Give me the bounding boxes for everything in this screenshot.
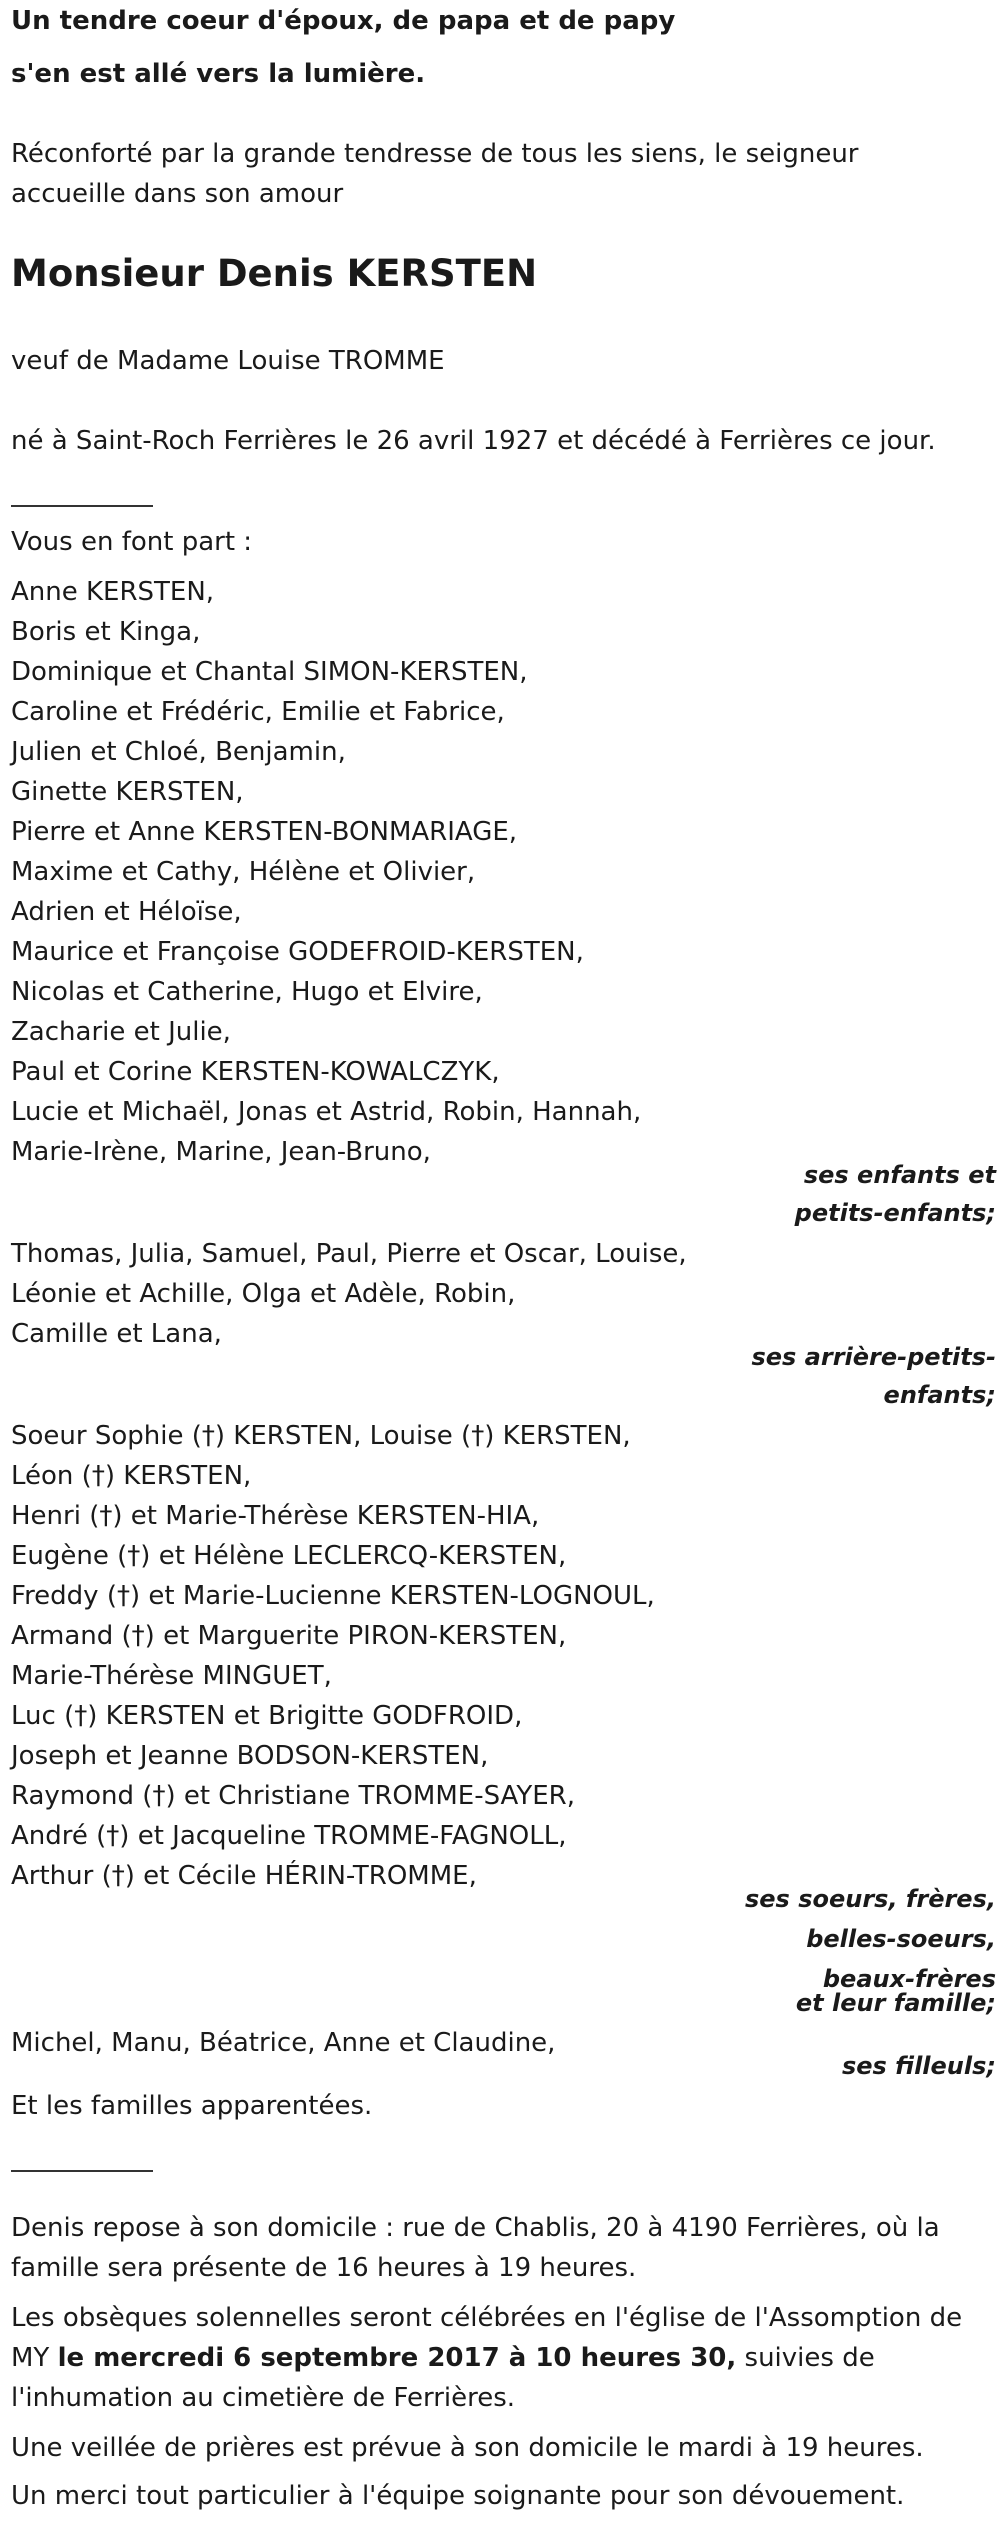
list-item: Caroline et Frédéric, Emilie et Fabrice, (11, 697, 505, 727)
siblings-role-1: ses soeurs, frères, (744, 1885, 996, 1913)
list-item: Léon (†) KERSTEN, (11, 1461, 252, 1491)
list-item: Marie-Thérèse MINGUET, (11, 1661, 332, 1691)
list-item: Pierre et Anne KERSTEN-BONMARIAGE, (11, 817, 518, 847)
children-role-2: petits-enfants; (794, 1199, 996, 1227)
list-item: Arthur (†) et Cécile HÉRIN-TROMME, (11, 1861, 477, 1891)
siblings-role-3: beaux-frères (822, 1965, 996, 1993)
funeral-date: le mercredi 6 septembre 2017 à 10 heures 30, (57, 2343, 737, 2373)
list-item: Dominique et Chantal SIMON-KERSTEN, (11, 657, 528, 687)
list-item: Adrien et Héloïse, (11, 897, 242, 927)
separator-line (11, 505, 153, 507)
funeral-line-1: Les obsèques solennelles seront célébrées en l'église de l'Assomption de (11, 2303, 963, 2333)
list-item: Armand (†) et Marguerite PIRON-KERSTEN, (11, 1621, 567, 1651)
separator-line (11, 2170, 153, 2172)
list-item: Henri (†) et Marie-Thérèse KERSTEN-HIA, (11, 1501, 540, 1531)
intro-line-1: Un tendre coeur d'époux, de papa et de papy (11, 6, 676, 36)
list-item: Ginette KERSTEN, (11, 777, 244, 807)
siblings-role-2: belles-soeurs, (806, 1925, 996, 1953)
funeral-place-prefix: MY (11, 2343, 58, 2373)
funeral-line-3: l'inhumation au cimetière de Ferrières. (11, 2383, 516, 2413)
children-role-1: ses enfants et (803, 1161, 996, 1189)
great-grandchildren-role-2: enfants; (883, 1381, 996, 1409)
deceased-name: Monsieur Denis KERSTEN (11, 252, 538, 295)
list-item: Lucie et Michaël, Jonas et Astrid, Robin, Hannah, (11, 1097, 642, 1127)
siblings-role-4: et leur famille; (795, 1989, 996, 2017)
list-item: Luc (†) KERSTEN et Brigitte GODFROID, (11, 1701, 523, 1731)
comfort-line-1: Réconforté par la grande tendresse de tous les siens, le seigneur (11, 139, 859, 169)
list-item: Paul et Corine KERSTEN-KOWALCZYK, (11, 1057, 500, 1087)
list-item: Anne KERSTEN, (11, 577, 215, 607)
list-item: André (†) et Jacqueline TROMME-FAGNOLL, (11, 1821, 567, 1851)
comfort-line-2: accueille dans son amour (11, 179, 344, 209)
list-item: Freddy (†) et Marie-Lucienne KERSTEN-LOGNOUL, (11, 1581, 655, 1611)
list-item: Soeur Sophie (†) KERSTEN, Louise (†) KERSTEN, (11, 1421, 631, 1451)
list-item: Julien et Chloé, Benjamin, (11, 737, 346, 767)
thanks: Un merci tout particulier à l'équipe soignante pour son dévouement. (11, 2481, 905, 2511)
list-item: Joseph et Jeanne BODSON-KERSTEN, (11, 1741, 489, 1771)
list-item: Léonie et Achille, Olga et Adèle, Robin, (11, 1279, 516, 1309)
rest-line-2: famille sera présente de 16 heures à 19 heures. (11, 2253, 637, 2283)
list-item: Zacharie et Julie, (11, 1017, 231, 1047)
list-item: Marie-Irène, Marine, Jean-Bruno, (11, 1137, 431, 1167)
godchildren: Michel, Manu, Béatrice, Anne et Claudine, (11, 2028, 556, 2058)
families: Et les familles apparentées. (11, 2091, 373, 2121)
list-item: Eugène (†) et Hélène LECLERCQ-KERSTEN, (11, 1541, 567, 1571)
intro-line-2: s'en est allé vers la lumière. (11, 59, 426, 89)
list-item: Maxime et Cathy, Hélène et Olivier, (11, 857, 476, 887)
funeral-line-2-suffix: suivies de (736, 2343, 875, 2373)
list-item: Boris et Kinga, (11, 617, 201, 647)
widower-of: veuf de Madame Louise TROMME (11, 346, 445, 376)
list-item: Maurice et Françoise GODEFROID-KERSTEN, (11, 937, 584, 967)
birth-death: né à Saint-Roch Ferrières le 26 avril 1927 et décédé à Ferrières ce jour. (11, 426, 936, 456)
list-item: Camille et Lana, (11, 1319, 222, 1349)
great-grandchildren-role-1: ses arrière-petits- (751, 1343, 996, 1371)
list-item: Nicolas et Catherine, Hugo et Elvire, (11, 977, 483, 1007)
list-item: Thomas, Julia, Samuel, Paul, Pierre et Oscar, Louise, (11, 1239, 687, 1269)
rest-line-1: Denis repose à son domicile : rue de Chablis, 20 à 4190 Ferrières, où la (11, 2213, 940, 2243)
vigil: Une veillée de prières est prévue à son domicile le mardi à 19 heures. (11, 2433, 924, 2463)
announce: Vous en font part : (11, 527, 253, 557)
funeral-line-2 (11, 2342, 875, 2374)
godchildren-role: ses filleuls; (841, 2052, 996, 2080)
list-item: Raymond (†) et Christiane TROMME-SAYER, (11, 1781, 575, 1811)
